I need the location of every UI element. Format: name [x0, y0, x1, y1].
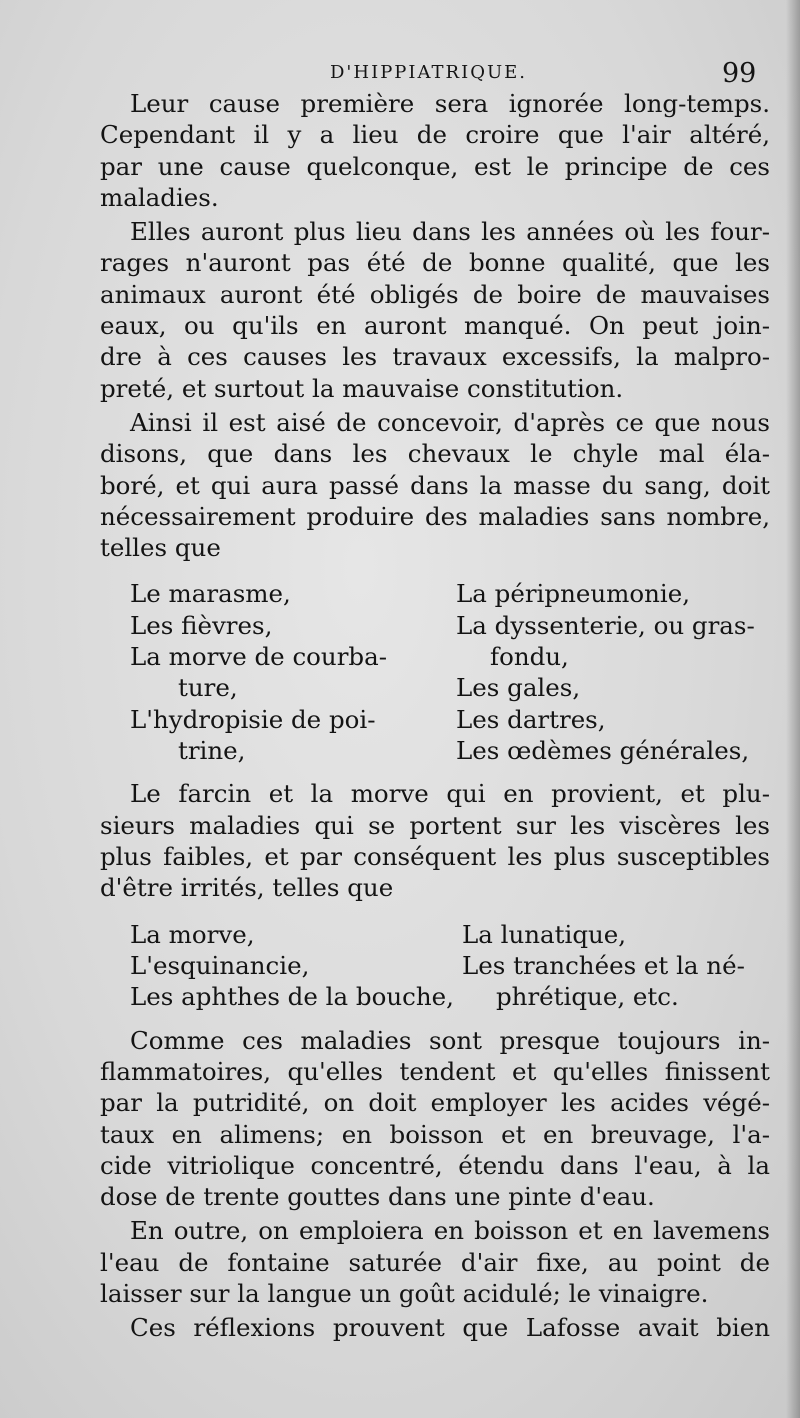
running-head [0, 58, 800, 88]
list-item: fondu, [490, 642, 569, 672]
list-item: La morve, [130, 919, 255, 949]
text-line: animaux auront été obligés de boire de mauvaises [100, 279, 770, 309]
text-line: par une cause quelconque, est le principe de ces [100, 151, 770, 181]
text-line: taux en alimens; en boisson et en breuvage, l'a- [100, 1119, 770, 1149]
text-line: l'eau de fontaine saturée d'air fixe, au point de [100, 1247, 770, 1277]
list-item: trine, [178, 735, 246, 765]
list-column-left [130, 578, 387, 766]
list-item: L'hydropisie de poi- [130, 704, 376, 734]
text-line: nécessairement produire des maladies sans nombre, [100, 501, 770, 531]
text-line: boré, et qui aura passé dans la masse du sang, doit [100, 470, 770, 500]
text-line: dre à ces causes les travaux excessifs, la malpro- [100, 342, 770, 372]
text-line: par la putridité, on doit employer les acides végé- [100, 1088, 770, 1118]
paragraph-7 [100, 1312, 770, 1343]
text-line: dose de trente gouttes dans une pinte d'eau. [100, 1182, 655, 1212]
text-line: rages n'auront pas été de bonne qualité, que les [100, 248, 770, 278]
list-column-right [456, 578, 755, 766]
paragraph-5 [100, 1025, 770, 1213]
list-item: La péripneumonie, [456, 579, 691, 609]
text-line: eaux, ou qu'ils en auront manqué. On peut join- [100, 311, 770, 341]
list-item: Les tranchées et la né- [462, 950, 745, 980]
page-number: 99 [722, 58, 757, 89]
text-line: Ainsi il est aisé de concevoir, d'après ce que nous [130, 407, 770, 437]
page-edge-shadow [786, 0, 800, 1418]
paragraph-4 [100, 778, 770, 903]
text-line: telles que [100, 533, 221, 563]
paragraph-6 [100, 1215, 770, 1309]
text-line: Ces réflexions prouvent que Lafosse avait bien [130, 1313, 770, 1343]
text-line: Cependant il y a lieu de croire que l'air altéré, [100, 120, 770, 150]
text-line: sieurs maladies qui se portent sur les viscères les [100, 810, 770, 840]
text-line: laisser sur la langue un goût acidulé; le vinaigre. [100, 1279, 709, 1309]
text-line: plus faibles, et par conséquent les plus susceptibles [100, 842, 770, 872]
paragraph-3 [100, 407, 770, 563]
list-item: Les fièvres, [130, 610, 273, 640]
text-line: maladies. [100, 182, 219, 212]
list-item: Les gales, [456, 673, 581, 703]
text-line: Le farcin et la morve qui en provient, et plu- [130, 779, 770, 809]
list-item: phrétique, etc. [496, 982, 679, 1012]
text-line: cide vitriolique concentré, étendu dans l'eau, à la [100, 1150, 770, 1180]
list-item: La dyssenterie, ou gras- [456, 610, 755, 640]
list-item: L'esquinancie, [130, 950, 310, 980]
text-line: Elles auront plus lieu dans les années où les four- [130, 217, 770, 247]
list-column-right [462, 919, 745, 1013]
text-line: Comme ces maladies sont presque toujours in- [130, 1025, 770, 1055]
text-line: d'être irrités, telles que [100, 873, 394, 903]
list-item: La lunatique, [462, 919, 627, 949]
list-item: La morve de courba- [130, 642, 387, 672]
list-column-left [130, 919, 454, 1013]
paragraph-2 [100, 216, 770, 404]
text-line: preté, et surtout la mauvaise constitution. [100, 373, 624, 403]
disease-list-1 [100, 578, 770, 766]
list-item: Les œdèmes générales, [456, 735, 750, 765]
disease-list-2 [100, 919, 770, 1013]
text-line: En outre, on emploiera en boisson et en lavemens [130, 1216, 770, 1246]
list-item: Le marasme, [130, 579, 291, 609]
text-line: disons, que dans les chevaux le chyle mal éla- [100, 439, 770, 469]
paragraph-1 [100, 88, 770, 213]
list-item: Les dartres, [456, 704, 606, 734]
running-title: D'HIPPIATRIQUE. [330, 62, 527, 83]
body-text [100, 88, 770, 1347]
text-line: Leur cause première sera ignorée long-temps. [130, 89, 770, 118]
text-line: flammatoires, qu'elles tendent et qu'elles finissent [100, 1056, 770, 1086]
list-item: Les aphthes de la bouche, [130, 982, 454, 1012]
list-item: ture, [178, 673, 238, 703]
